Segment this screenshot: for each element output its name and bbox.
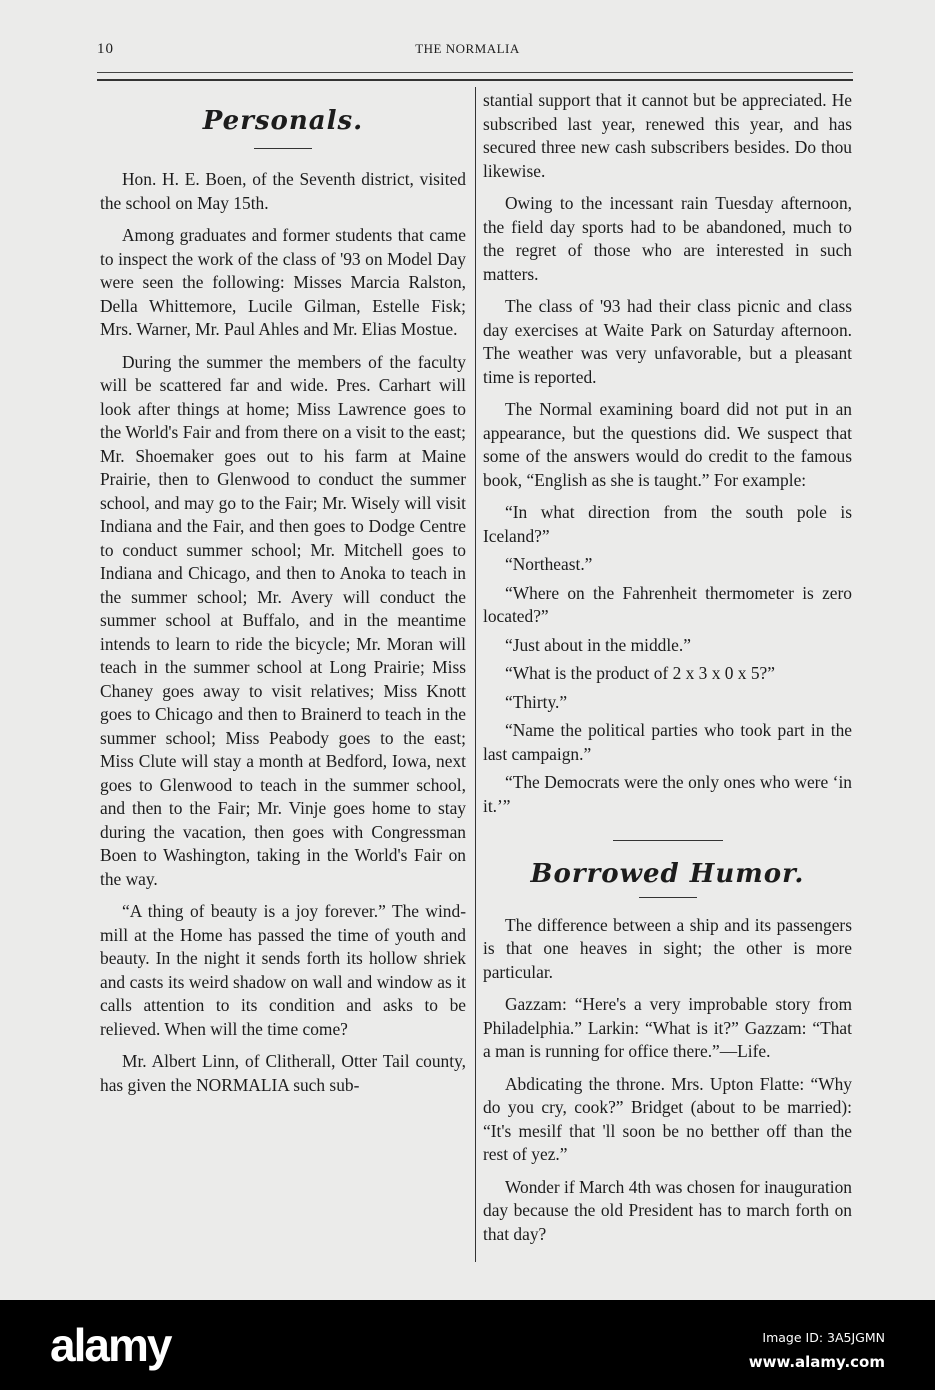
running-title: THE NORMALIA	[415, 41, 520, 56]
paragraph: Among graduates and former students that came to inspect the work of the class of '93 on Model Day were seen the following: Misses Marcia Ralston, Della Whittemore, Lucile Gilman, Estelle Fisk; Mrs. Warner, Mr. Paul Ahles and Mr. Elias Mostue.	[100, 225, 466, 339]
paragraph: stantial support that it cannot but be appreciated. He subscribed last year, renewed this year, and has secured three new cash subscribers besides. Do thou likewise.	[483, 90, 852, 181]
paragraph: “A thing of beauty is a joy forever.” The wind-mill at the Home has passed the time of youth and beauty. In the night it sends forth its hollow shriek and casts its weird shadow on wall and window as it calls attention to its condition and asks to be relieved. When will the time come?	[100, 901, 466, 1039]
page-number: 10	[97, 41, 114, 57]
heading-rule	[639, 897, 697, 898]
paragraph: Abdicating the throne. Mrs. Upton Flatte: “Why do you cry, cook?” Bridget (about to be married): “It's mesilf that 'll soon be no betther off than the rest of yez.”	[483, 1073, 852, 1164]
qa-line: “The Democrats were the only ones who were ‘in it.’”	[483, 772, 852, 816]
paragraph: Owing to the incessant rain Tuesday afternoon, the field day sports had to be abandoned, much to the regret of those who are interested in such matters.	[483, 193, 852, 284]
column-divider	[475, 87, 476, 1262]
header-rule	[97, 72, 853, 73]
left-column	[100, 168, 466, 1106]
paragraph: The Normal examining board did not put in an appearance, but the questions did. We suspect that some of the answers would do credit to the famous book, “English as she is taught.” For example:	[483, 399, 852, 490]
paragraph: Wonder if March 4th was chosen for inauguration day because the old President has to march forth on that day?	[483, 1176, 852, 1244]
section-rule	[613, 840, 723, 841]
header-rule-thick	[97, 79, 853, 81]
image-credit	[749, 1326, 885, 1374]
borrowed-humor-heading: Borrowed Humor.	[530, 859, 805, 889]
paragraph: Hon. H. E. Boen, of the Seventh district, visited the school on May 15th.	[100, 169, 466, 213]
watermark-bar	[0, 1300, 935, 1390]
personals-heading-block	[100, 106, 466, 149]
paragraph: During the summer the members of the faculty will be scattered far and wide. Pres. Carhart will look after things at home; Miss Lawrence goes to the World's Fair and from there on a visit to the east; Mr. Shoemaker goes out to his farm at Maine Prairie, then to Glenwood to conduct the summer school, and may go to the Fair; Mr. Wisely will visit Indiana and the Fair, and then goes to Dodge Centre to conduct summer school; Mr. Mitchell goes to Indiana and Chicago, and then to Anoka to teach in the summer school; Mr. Avery will conduct the summer school at Buffalo, and in the meantime intends to learn to ride the bicycle; Mr. Moran will teach in the summer school at Long Prairie; Miss Chaney goes away to visit relatives; Miss Knott goes to Chicago and then to Brainerd to teach in the summer school; Miss Peabody goes to the east; Miss Clute will stay a month at Bedford, Iowa, next goes to Glenwood to teach in the summer school, and then to the Fair; Mr. Vinje goes home to stay during the vacation, then goes with Congressman Boen to Washington, taking in the World's Fair on the way.	[100, 351, 466, 889]
qa-line: “Thirty.”	[505, 691, 568, 712]
paragraph: Mr. Albert Linn, of Clitherall, Otter Tail county, has given the NORMALIA such sub-	[100, 1051, 466, 1095]
qa-line: “Just about in the middle.”	[505, 634, 691, 655]
personals-heading: Personals.	[202, 106, 364, 136]
image-id: Image ID: 3A5JGMN	[762, 1330, 885, 1345]
alamy-logo: alamy	[50, 1319, 171, 1371]
paragraph: The class of '93 had their class picnic and class day exercises at Waite Park on Saturday afternoon. The weather was very unfavorable, but a pleasant time is reported.	[483, 296, 852, 387]
right-column	[483, 89, 852, 1255]
qa-line: “In what direction from the south pole is Iceland?”	[483, 502, 852, 546]
qa-line: “What is the product of 2 x 3 x 0 x 5?”	[505, 663, 775, 683]
qa-line: “Name the political parties who took part in the last campaign.”	[483, 720, 852, 764]
heading-rule	[254, 148, 312, 149]
qa-line: “Where on the Fahrenheit thermometer is zero located?”	[483, 582, 852, 626]
watermark-url: www.alamy.com	[748, 1353, 885, 1371]
qa-line: “Northeast.”	[505, 554, 593, 574]
paragraph: The difference between a ship and its passengers is that one heaves in sight; the other is more particular.	[483, 914, 852, 982]
paragraph: Gazzam: “Here's a very improbable story from Philadelphia.” Larkin: “What is it?” Gazzam: “That a man is running for office there.”—Life.	[483, 994, 852, 1061]
